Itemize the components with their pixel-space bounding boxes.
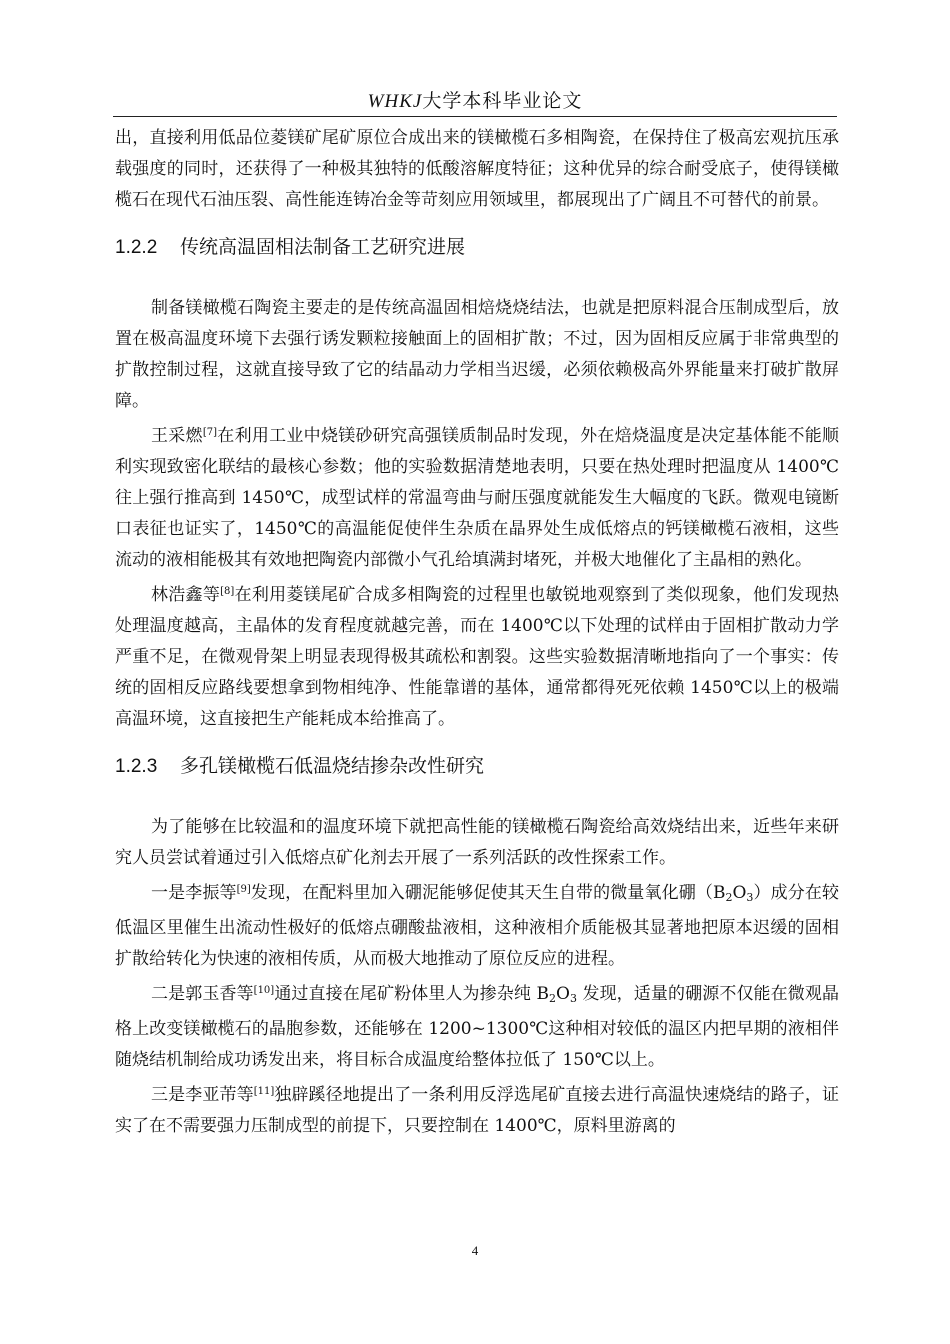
- paragraph-low-temp-intro: 为了能够在比较温和的温度环境下就把高性能的镁橄榄石陶瓷给高效烧结出来，近些年来研究人员尝试着通过引入低熔点矿化剂去开展了一系列活跃的改性探索工作。: [115, 817, 839, 868]
- section-heading-1-2-2: [115, 230, 839, 265]
- paragraph-text: 在利用菱镁尾矿合成多相陶瓷的过程里也敏锐地观察到了类似现象，他们发现热处理温度越高，主晶体的发育程度就越完善，而在 1400℃以下处理的试样由于固相扩散动力学严重不足，在微观骨架上明显表现得极其疏松和割裂。这些实验数据清晰地指向了一个事实：传统的固相反应路线要想拿到物相纯净、性能靠谱的基体，通常都得死死依赖 1450℃以上的极端高温环境，这直接把生产能耗成本给推高了。: [115, 585, 840, 729]
- section-title: 传统高温固相法制备工艺研究进展: [180, 236, 466, 258]
- paragraph-text: 发现，适量的硼源不仅能在微观晶格上改变镁橄榄石的晶胞参数，还能够在 1200~1300℃这种相对较低的温区内把早期的液相伴随烧结机制给成功诱发出来，将目标合成温度给整体拉低了 150℃以上。: [115, 984, 840, 1070]
- paragraph-text: 在利用工业中烧镁砂研究高强镁质制品时发现，外在焙烧温度是决定基体能不能顺利实现致密化联结的最核心参数；他的实验数据清楚地表明，只要在热处理时把温度从 1400℃往上强行推高到 1450℃，成型试样的常温弯曲与耐压强度就能发生大幅度的飞跃。微观电镜断口表征也证实了，1450℃的高温能促使伴生杂质在晶界处生成低熔点的钙镁橄榄石液相，这些流动的液相能极其有效地把陶瓷内部微小气孔给填满封堵死，并极大地催化了主晶相的熟化。: [115, 426, 840, 570]
- subscript: 3: [746, 891, 754, 904]
- paragraph-text: 通过直接在尾矿粉体里人为掺杂纯 B: [274, 984, 549, 1004]
- page-number: 4: [471, 1243, 479, 1258]
- paragraph-guo: [115, 975, 839, 1076]
- author-name: 三是李亚芾等: [151, 1085, 254, 1105]
- header-cjk: 大学本科毕业论文: [422, 90, 583, 112]
- paragraph-li-zhen: [115, 874, 839, 975]
- subscript: 2: [725, 891, 733, 904]
- paragraph-text: 独辟蹊径地提出了一条利用反浮选尾矿直接去进行高温快速烧结的路子，证实了在不需要强力压制成型的前提下，只要控制在 1400℃，原料里游离的: [115, 1085, 839, 1136]
- citation-ref: [11]: [253, 1086, 275, 1097]
- header-title: [368, 90, 583, 112]
- page-body: [115, 123, 839, 1142]
- subscript: 3: [569, 992, 577, 1005]
- paragraph-solid-state-intro: 制备镁橄榄石陶瓷主要走的是传统高温固相焙烧烧结法，也就是把原料混合压制成型后，放置在极高温度环境下去强行诱发颗粒接触面上的固相扩散；不过，因为固相反应属于非常典型的扩散控制过程，这就直接导致了它的结晶动力学相当迟缓，必须依赖极高外界能量来打破扩散屏障。: [115, 298, 839, 411]
- paragraph-wang: [115, 417, 839, 576]
- paragraph-li-ya: [115, 1076, 839, 1142]
- subscript: 2: [549, 992, 556, 1005]
- header-latin: WHKJ: [367, 91, 423, 112]
- citation-ref: [8]: [220, 586, 235, 597]
- paragraph-text: O: [732, 883, 747, 903]
- paragraph-text: ）成分在较低温区里催生出流动性极好的低熔点硼酸盐液相，这种液相介质能极其显著地把原本迟缓的固相扩散给转化为快速的液相传质，从而极大地推动了原位反应的进程。: [115, 883, 839, 969]
- paragraph-lin: [115, 576, 839, 735]
- author-name: 二是郭玉香等: [151, 984, 254, 1004]
- paragraph-continued: 出，直接利用低品位菱镁矿尾矿原位合成出来的镁橄榄石多相陶瓷，在保持住了极高宏观抗压承载强度的同时，还获得了一种极其独特的低酸溶解度特征；这种优异的综合耐受底子，使得镁橄榄石在现代石油压裂、高性能连铸冶金等苛刻应用领域里，都展现出了广阔且不可替代的前景。: [115, 128, 839, 210]
- section-number: 1.2.2: [115, 237, 158, 258]
- author-name: 一是李振等: [151, 883, 237, 903]
- section-number: 1.2.3: [115, 756, 158, 777]
- author-name: 林浩鑫等: [151, 585, 221, 605]
- citation-ref: [9]: [236, 884, 251, 895]
- section-title: 多孔镁橄榄石低温烧结掺杂改性研究: [180, 755, 485, 777]
- paragraph-text: 发现，在配料里加入硼泥能够促使其天生自带的微量氧化硼（B: [250, 883, 726, 903]
- citation-ref: [7]: [202, 427, 218, 438]
- citation-ref: [10]: [253, 985, 275, 996]
- paragraph-text: O: [556, 984, 570, 1004]
- author-name: 王采燃: [151, 426, 203, 446]
- section-heading-1-2-3: [115, 749, 839, 784]
- running-header: [113, 86, 837, 117]
